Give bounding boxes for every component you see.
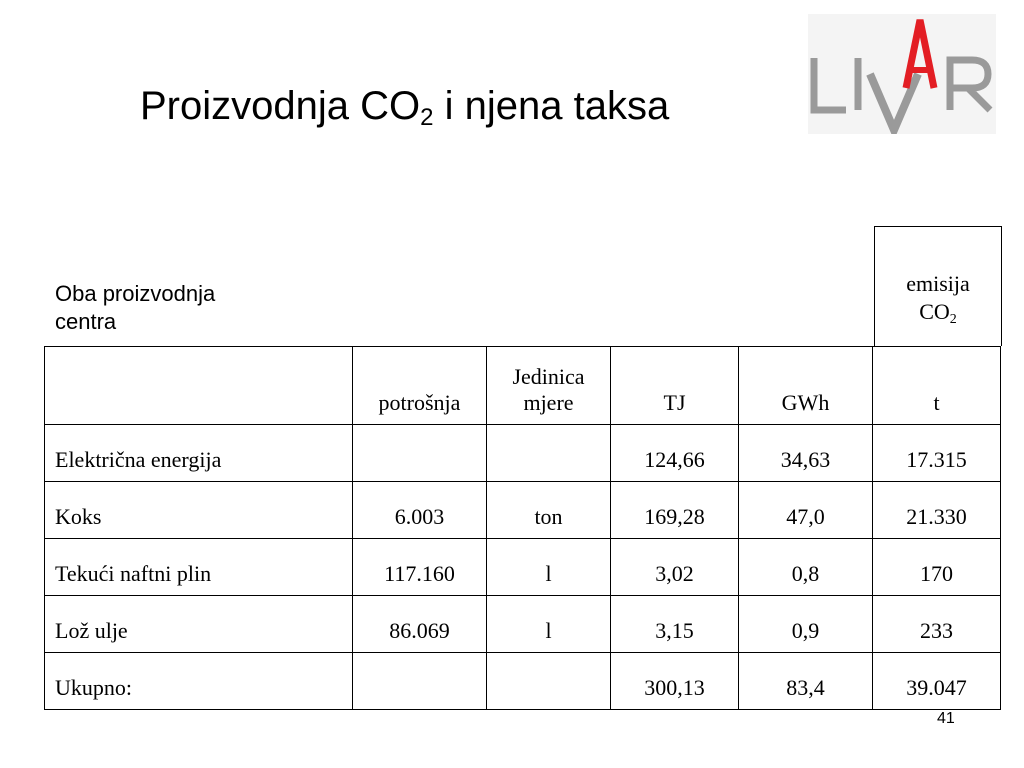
table-cell: 86.069 — [353, 596, 487, 653]
emisija-header-cell — [874, 226, 1002, 346]
table-cell: 117.160 — [353, 539, 487, 596]
table-cell: 0,8 — [739, 539, 873, 596]
emisija-unit — [919, 298, 957, 326]
table-cell: 39.047 — [873, 653, 1001, 710]
table-cell: 3,15 — [611, 596, 739, 653]
table-cell: 83,4 — [739, 653, 873, 710]
table-cell: 169,28 — [611, 482, 739, 539]
table-caption — [55, 280, 215, 336]
table-cell: l — [487, 539, 611, 596]
header-cell: TJ — [611, 347, 739, 425]
table-cell: 170 — [873, 539, 1001, 596]
table-cell: 3,02 — [611, 539, 739, 596]
emisija-unit-main: CO — [919, 298, 950, 324]
header-cell: t — [873, 347, 1001, 425]
caption-line-1: Oba proizvodnja — [55, 281, 216, 306]
table-cell: 17.315 — [873, 425, 1001, 482]
table-cell: 34,63 — [739, 425, 873, 482]
table-cell: Električna energija — [45, 425, 353, 482]
table-cell — [353, 653, 487, 710]
table-cell: Lož ulje — [45, 596, 353, 653]
table-row — [45, 425, 1001, 482]
table-cell: 21.330 — [873, 482, 1001, 539]
livar-logo — [808, 14, 996, 134]
table-row — [45, 596, 1001, 653]
table-row — [45, 482, 1001, 539]
logo-graphic — [808, 14, 996, 134]
slide-title — [140, 82, 669, 130]
table-cell: Koks — [45, 482, 353, 539]
table-cell — [487, 653, 611, 710]
emisija-label: emisija — [906, 270, 970, 296]
page-number: 41 — [937, 710, 955, 727]
emissions-table — [44, 346, 1001, 710]
emisija-unit-subscript: 2 — [949, 311, 957, 327]
table-cell: 124,66 — [611, 425, 739, 482]
table-cell: 300,13 — [611, 653, 739, 710]
table-cell: ton — [487, 482, 611, 539]
table-cell: l — [487, 596, 611, 653]
table-cell: 233 — [873, 596, 1001, 653]
header-cell — [45, 347, 353, 425]
header-cell: Jedinica mjere — [487, 347, 611, 425]
table-row — [45, 539, 1001, 596]
table-cell: Ukupno: — [45, 653, 353, 710]
header-cell: potrošnja — [353, 347, 487, 425]
title-rest: i njena taksa — [433, 84, 670, 128]
title-main: Proizvodnja CO — [140, 84, 421, 128]
table-cell — [353, 425, 487, 482]
table-cell: 6.003 — [353, 482, 487, 539]
table-cell: 0,9 — [739, 596, 873, 653]
table-header-row — [45, 347, 1001, 425]
header-cell: GWh — [739, 347, 873, 425]
table-row — [45, 653, 1001, 710]
table-cell: 47,0 — [739, 482, 873, 539]
table-cell — [487, 425, 611, 482]
caption-line-2: centra — [55, 309, 117, 334]
table-cell: Tekući naftni plin — [45, 539, 353, 596]
title-subscript: 2 — [420, 104, 434, 131]
